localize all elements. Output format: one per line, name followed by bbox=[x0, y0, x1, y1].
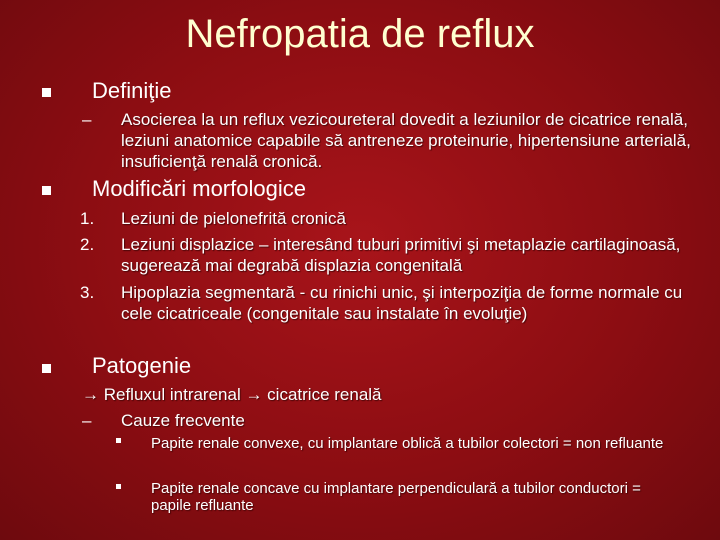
dash-marker: – bbox=[82, 110, 92, 129]
list-number: 3. bbox=[80, 283, 95, 302]
list-item-text: Hipoplazia segmentară - cu rinichi unic, şi interpoziţia de forme normale cu cele cicatriceale (congenitale sau instalate în evoluţie) bbox=[121, 283, 683, 323]
small-square-bullet-icon bbox=[116, 438, 121, 443]
small-square-bullet-icon bbox=[116, 484, 121, 489]
list-number: 2. bbox=[80, 235, 95, 254]
section-heading-definitie: Definiţie bbox=[92, 78, 172, 103]
section-heading-patogenie: Patogenie bbox=[92, 353, 192, 378]
slide-title: Nefropatia de reflux bbox=[185, 12, 535, 56]
square-bullet-icon bbox=[42, 364, 51, 373]
definitie-text: Asocierea la un reflux vezicoureteral dovedit a leziunilor de cicatrice renală, leziuni anatomice capabile să antreneze proteinurie, hipertensiune arterială, insuficienţă renală cronică. bbox=[121, 110, 691, 171]
square-bullet-icon bbox=[42, 186, 51, 195]
list-item-text: Leziuni displazice – interesând tuburi primitivi şi metaplazie cartilaginoasă, sugerează mai degrabă displazia congenitală bbox=[121, 235, 681, 275]
square-bullet-icon bbox=[42, 88, 51, 97]
dash-marker: – bbox=[82, 411, 92, 430]
list-item-text: Leziuni de pielonefrită cronică bbox=[121, 209, 346, 228]
sub-item-text: Papite renale concave cu implantare perpendiculară a tubilor conductori = papile refluante bbox=[151, 480, 641, 514]
sub-item-text: Papite renale convexe, cu implantare oblică a tubilor colectori = non refluante bbox=[151, 435, 664, 452]
cauze-frecvente: Cauze frecvente bbox=[121, 411, 245, 430]
arrow-line: → Refluxul intrarenal → cicatrice renală bbox=[82, 385, 382, 404]
section-heading-modificari: Modificări morfologice bbox=[92, 176, 306, 201]
list-number: 1. bbox=[80, 209, 95, 228]
